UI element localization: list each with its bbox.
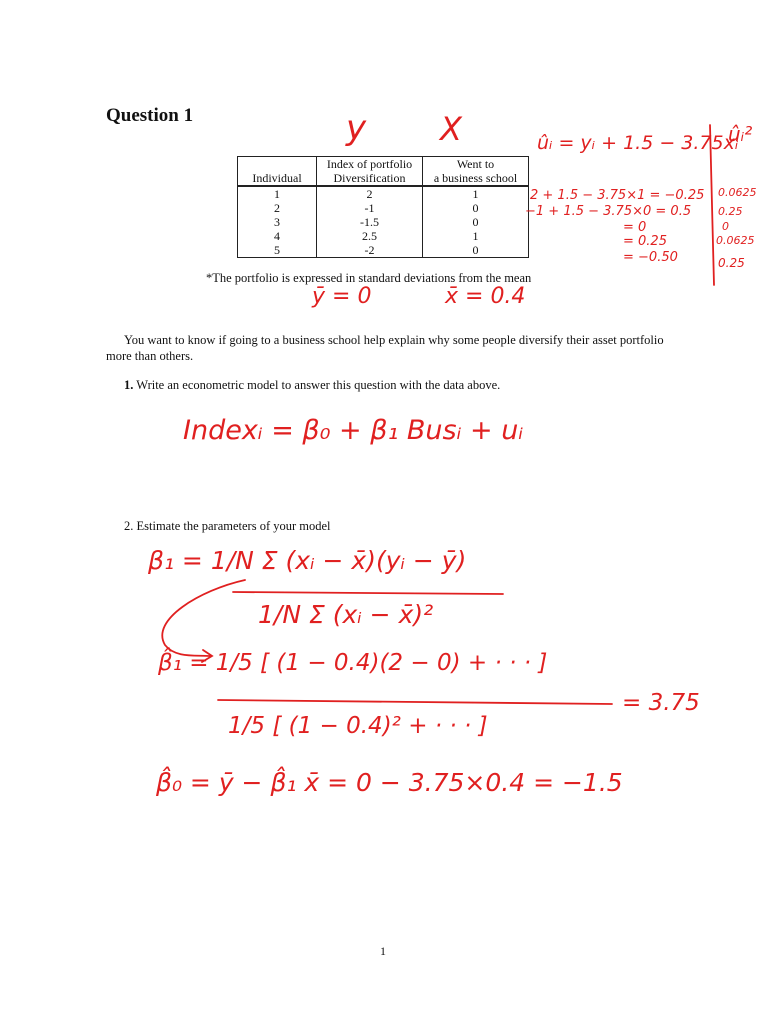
hw-beta0: β̂₀ = ȳ − β̂₁ x̄ = 0 − 3.75×0.4 = −1.5 [156, 768, 623, 797]
table-cell: 2 [317, 186, 423, 201]
hw-residual-calc: 2 + 1.5 − 3.75×1 = −0.25 [530, 188, 705, 203]
hw-model: Indexᵢ = β₀ + β₁ Busᵢ + uᵢ [183, 415, 524, 446]
hw-residual-square: 0 [722, 220, 729, 233]
hw-residual-calc: = −0.50 [623, 250, 678, 265]
question-title: Question 1 [106, 105, 194, 126]
table-cell: 2 [238, 201, 317, 215]
hw-residual-square: 0.0625 [718, 186, 757, 199]
table-cell: 1 [238, 186, 317, 201]
hw-residual-divider [710, 125, 714, 285]
hw-ybar: ȳ = 0 [312, 284, 372, 309]
hw-residual-square: 0.25 [718, 205, 743, 218]
header-business: a business school [423, 171, 529, 186]
hw-xbar: x̄ = 0.4 [445, 284, 526, 309]
hw-residual-calc: = 0.25 [623, 234, 667, 249]
table-cell: 2.5 [317, 229, 423, 243]
table-cell: 3 [238, 215, 317, 229]
table-cell: 4 [238, 229, 317, 243]
table-cell: 5 [238, 243, 317, 258]
question-number: 1. [124, 378, 134, 392]
table-cell: 1 [423, 186, 529, 201]
question-number: 2. [124, 519, 134, 533]
hw-residual-calc: −1 + 1.5 − 3.75×0 = 0.5 [525, 204, 692, 219]
hw-beta1-value: = 3.75 [622, 690, 700, 716]
question-text: Estimate the parameters of your model [136, 519, 331, 533]
hw-y-label: y [346, 108, 367, 148]
table-cell: 0 [423, 201, 529, 215]
hw-residual-square: 0.0625 [716, 234, 755, 247]
table-cell: -1.5 [317, 215, 423, 229]
table-cell: 0 [423, 243, 529, 258]
header-business-top: Went to [423, 157, 529, 172]
hw-fraction-bar [233, 592, 503, 594]
table-cell: -2 [317, 243, 423, 258]
intro-paragraph: You want to know if going to a business school help explain why some people diversify their asset portfolio more than others. [106, 333, 664, 363]
table-cell: 1 [423, 229, 529, 243]
hw-beta1-formula-numerator: β₁ = 1/N Σ (xᵢ − x̄)(yᵢ − ȳ) [148, 546, 467, 575]
hw-fraction-bar [218, 700, 612, 704]
header-individual: Individual [238, 171, 317, 186]
hw-x-label: X [440, 110, 462, 148]
table-cell: 0 [423, 215, 529, 229]
page-number: 1 [380, 944, 386, 958]
hw-beta1-formula-denominator: 1/N Σ (xᵢ − x̄)² [258, 600, 434, 629]
hw-beta1-hat-denominator: 1/5 [ (1 − 0.4)² + · · · ] [228, 713, 488, 739]
table-cell: -1 [317, 201, 423, 215]
hw-residual-formula: ûᵢ = yᵢ + 1.5 − 3.75xᵢ [537, 132, 739, 154]
table-footnote: *The portfolio is expressed in standard deviations from the mean [206, 271, 532, 285]
hw-residual-squared-label: ûᵢ² [728, 122, 753, 146]
question-text: Write an econometric model to answer this question with the data above. [136, 378, 501, 392]
hw-beta1-hat-numerator: β̂₁ = 1/5 [ (1 − 0.4)(2 − 0) + · · · ] [158, 650, 548, 676]
header-index-top: Index of portfolio [317, 157, 423, 172]
header-index: Diversification [317, 171, 423, 186]
hw-residual-calc: = 0 [623, 220, 647, 235]
hw-residual-square: 0.25 [718, 256, 745, 270]
